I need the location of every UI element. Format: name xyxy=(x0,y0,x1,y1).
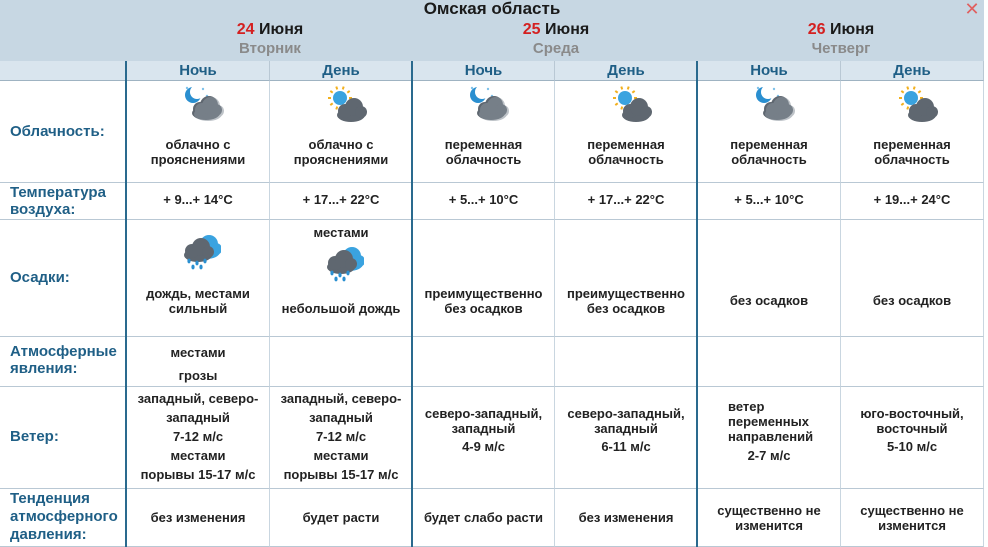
region-title: Омская область xyxy=(423,0,561,18)
day-month: Июня xyxy=(259,21,304,38)
precipitation-text: сильный xyxy=(168,301,228,316)
wind-cell xyxy=(841,387,984,489)
cloudiness-cell xyxy=(127,81,270,183)
cloudiness-cell xyxy=(270,81,413,183)
row-label-cell xyxy=(0,489,127,547)
period-header: День xyxy=(270,61,413,81)
pressure-text: будет слабо расти xyxy=(423,510,544,525)
day-number: 26 xyxy=(807,21,826,38)
row-label-pressure-3: давления: xyxy=(10,526,87,543)
temperature-cell xyxy=(413,183,555,220)
phenomena-cell xyxy=(413,337,555,387)
cloudiness-text: прояснениями xyxy=(150,152,246,167)
wind-text: 7-12 м/с xyxy=(172,429,224,444)
cloudiness-text: переменная xyxy=(587,137,665,152)
row-label-clouds: Облачность: xyxy=(10,123,105,140)
pressure-text: без изменения xyxy=(150,510,246,525)
temperature-value: + 19...+ 24°C xyxy=(873,192,951,207)
cloudiness-text: переменная xyxy=(444,137,523,152)
phenomena-cell xyxy=(841,337,984,387)
forecast-header xyxy=(0,0,984,61)
pressure-cell xyxy=(555,489,698,547)
precipitation-text: небольшой дождь xyxy=(281,301,401,316)
pressure-text: изменится xyxy=(878,518,946,533)
wind-text: местами xyxy=(170,448,226,463)
precipitation-text: без осадков xyxy=(586,301,666,316)
phenomena-cell xyxy=(555,337,698,387)
wind-cell xyxy=(698,387,841,489)
wind-text: переменных xyxy=(728,414,809,429)
cloudiness-cell xyxy=(413,81,555,183)
row-label-precip: Осадки: xyxy=(10,269,70,286)
pressure-text: существенно не xyxy=(717,503,821,518)
day-divider xyxy=(125,61,127,547)
wind-text: северо-западный, xyxy=(424,406,543,421)
wind-text: ветер xyxy=(728,399,765,414)
row-label-temp: Температура xyxy=(10,184,106,201)
row-label-pressure-2: атмосферного xyxy=(10,508,118,525)
wind-text: западный xyxy=(594,421,658,436)
period-header: Ночь xyxy=(698,61,841,81)
cloudiness-text: облачность xyxy=(445,152,522,167)
precipitation-cell xyxy=(127,220,270,337)
cloudiness-cell xyxy=(698,81,841,183)
row-label-wind: Ветер: xyxy=(10,428,59,445)
sun-cloud-icon xyxy=(895,85,939,128)
temperature-cell xyxy=(698,183,841,220)
precipitation-cell xyxy=(270,220,413,337)
sun-cloud-icon xyxy=(324,85,368,128)
day-number: 24 xyxy=(236,21,255,38)
wind-cell xyxy=(270,387,413,489)
pressure-text: будет расти xyxy=(302,510,380,525)
cloudiness-text: переменная xyxy=(873,137,951,152)
precipitation-text: без осадков xyxy=(872,293,952,308)
phenomena-text: грозы xyxy=(178,368,218,383)
sun-cloud-icon xyxy=(609,85,653,128)
wind-text: западный xyxy=(309,410,373,425)
row-label-cell xyxy=(0,81,127,183)
wind-text: порывы 15-17 м/с xyxy=(283,467,399,482)
temperature-cell xyxy=(841,183,984,220)
precipitation-cell xyxy=(698,220,841,337)
wind-text: западный xyxy=(451,421,516,436)
day-month: Июня xyxy=(830,21,875,38)
cloudiness-text: прояснениями xyxy=(293,152,389,167)
row-label-pressure: Тенденция xyxy=(10,490,90,507)
pressure-text: без изменения xyxy=(578,510,674,525)
precipitation-text: преимущественно xyxy=(566,286,685,301)
corner-cell xyxy=(0,61,127,81)
moon-cloud-icon xyxy=(466,85,510,128)
close-icon[interactable]: ✕ xyxy=(964,0,980,19)
day-header xyxy=(127,20,413,58)
row-label-cell xyxy=(0,183,127,220)
cloudiness-text: облачность xyxy=(874,152,950,167)
wind-text: западный xyxy=(166,410,230,425)
precipitation-cell xyxy=(413,220,555,337)
temperature-cell xyxy=(555,183,698,220)
row-label-cell xyxy=(0,337,127,387)
day-weekday: Четверг xyxy=(811,40,871,57)
phenomena-text: местами xyxy=(170,345,226,360)
precipitation-text: преимущественно xyxy=(424,286,543,301)
day-weekday: Среда xyxy=(532,40,580,57)
day-month: Июня xyxy=(545,21,590,38)
cloudiness-text: облачно с xyxy=(308,137,374,152)
temperature-value: + 9...+ 14°C xyxy=(163,192,233,207)
row-label-phenomena: Атмосферные xyxy=(10,343,117,360)
wind-text: 4-9 м/с xyxy=(462,439,505,454)
pressure-cell xyxy=(127,489,270,547)
precipitation-cell xyxy=(555,220,698,337)
pressure-cell xyxy=(270,489,413,547)
precipitation-text: без осадков xyxy=(729,293,809,308)
phenomena-cell xyxy=(270,337,413,387)
row-label-temp-2: воздуха: xyxy=(10,201,76,218)
wind-text: 7-12 м/с xyxy=(315,429,367,444)
wind-text: направлений xyxy=(728,429,814,444)
wind-text: 2-7 м/с xyxy=(747,448,791,463)
wind-text: 5-10 м/с xyxy=(886,439,938,454)
cloudiness-text: облачно с xyxy=(165,137,231,152)
day-divider xyxy=(696,61,698,547)
wind-text: западный, северо- xyxy=(137,391,259,406)
period-header: Ночь xyxy=(413,61,555,81)
temperature-value: + 5...+ 10°C xyxy=(448,192,519,207)
pressure-cell xyxy=(698,489,841,547)
rain-cloud-icon xyxy=(320,244,364,287)
wind-cell xyxy=(127,387,270,489)
cloudiness-text: переменная xyxy=(730,137,808,152)
pressure-text: изменится xyxy=(735,518,803,533)
wind-text: 6-11 м/с xyxy=(601,439,651,454)
moon-cloud-icon xyxy=(752,85,796,128)
temperature-value: + 17...+ 22°C xyxy=(587,192,665,207)
temperature-cell xyxy=(127,183,270,220)
cloudiness-text: облачность xyxy=(588,152,664,167)
row-label-cell xyxy=(0,220,127,337)
moon-cloud-icon xyxy=(181,85,225,128)
day-header xyxy=(413,20,699,58)
wind-text: местами xyxy=(313,448,369,463)
period-header: Ночь xyxy=(127,61,270,81)
wind-text: восточный xyxy=(876,421,948,436)
period-header: День xyxy=(841,61,984,81)
forecast-table xyxy=(0,61,984,547)
cloudiness-text: облачность xyxy=(731,152,807,167)
phenomena-cell xyxy=(127,337,270,387)
pressure-cell xyxy=(413,489,555,547)
cloudiness-cell xyxy=(555,81,698,183)
precipitation-text: дождь, местами xyxy=(146,286,250,301)
wind-text: северо-западный, xyxy=(567,406,685,421)
temperature-cell xyxy=(270,183,413,220)
precipitation-text: без осадков xyxy=(444,301,523,316)
day-weekday: Вторник xyxy=(239,40,301,57)
pressure-text: существенно не xyxy=(860,503,964,518)
wind-text: порывы 15-17 м/с xyxy=(140,467,256,482)
period-header: День xyxy=(555,61,698,81)
row-label-phenomena-2: явления: xyxy=(10,360,78,377)
precipitation-note: местами xyxy=(313,225,369,240)
cloudiness-cell xyxy=(841,81,984,183)
row-label-cell xyxy=(0,387,127,489)
temperature-value: + 17...+ 22°C xyxy=(302,192,380,207)
wind-text: западный, северо- xyxy=(280,391,402,406)
pressure-cell xyxy=(841,489,984,547)
phenomena-cell xyxy=(698,337,841,387)
wind-cell xyxy=(555,387,698,489)
day-number: 25 xyxy=(522,21,541,38)
wind-cell xyxy=(413,387,555,489)
day-divider xyxy=(411,61,413,547)
wind-text: юго-восточный, xyxy=(860,406,964,421)
rain-cloud-icon xyxy=(177,232,221,275)
precipitation-cell xyxy=(841,220,984,337)
temperature-value: + 5...+ 10°C xyxy=(734,192,804,207)
day-header xyxy=(698,20,984,58)
